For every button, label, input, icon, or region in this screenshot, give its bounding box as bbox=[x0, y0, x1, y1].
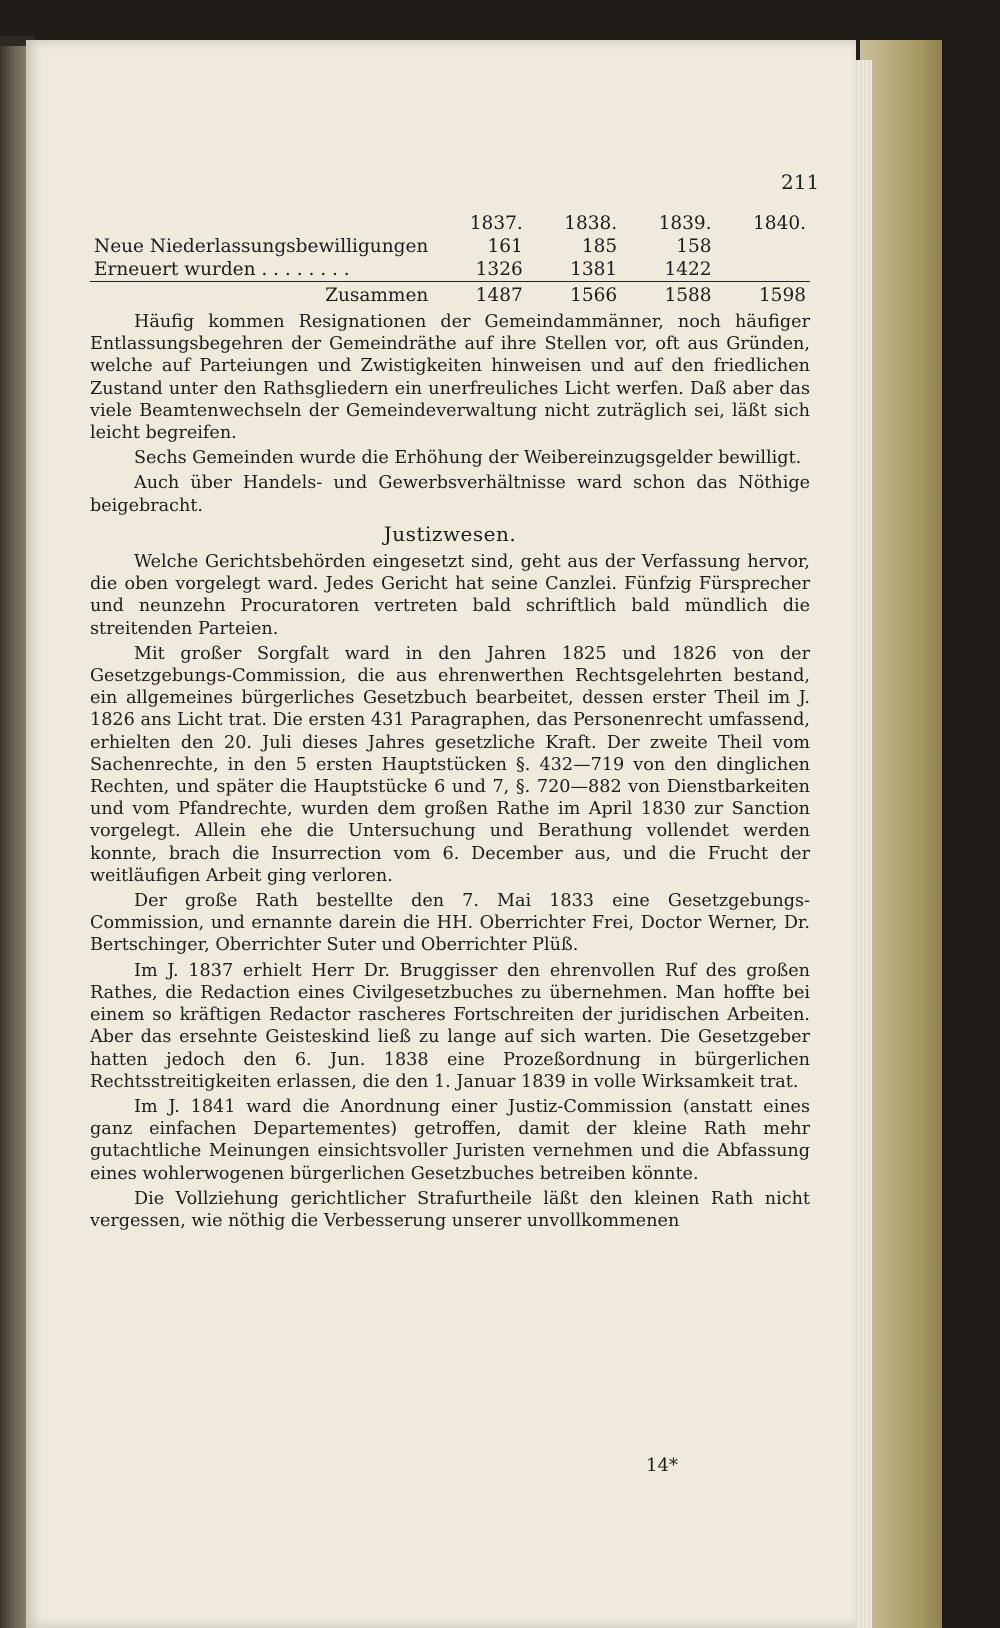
table-cell: 185 bbox=[581, 236, 618, 257]
table-cell bbox=[716, 258, 810, 282]
paragraph: Im J. 1837 erhielt Herr Dr. Bruggisser den ehrenvollen Ruf des großen Rathes, die Redaction eines Civilgesetzbuches zu übernehmen. Man hoffte bei einem so kräftigen Redactor rascheres Fortschreiten der juridischen Arbeiten. Aber das ersehnte Geisteskind ließ zu lange auf sich warten. Die Gesetzgeber hatten jedoch den 6. Jun. 1838 eine Prozeßordnung in bürgerlichen Rechtsstreitigkeiten erlassen, die den 1. Januar 1839 in volle Wirksamkeit trat. bbox=[90, 960, 810, 1092]
table-cell: 1422 bbox=[664, 259, 712, 280]
section-heading: Justizwesen. bbox=[383, 521, 517, 546]
book-cover-edge bbox=[860, 40, 942, 1628]
table-cell: 158 bbox=[676, 236, 712, 257]
paragraph: Häufig kommen Resignationen der Gemeindammänner, noch häufiger Entlassungsbegehren der Gemeindräthe auf ihre Stellen vor, oft aus Gründen, welche auf Parteiungen und Zwistigkeiten hinweisen und auf den friedlichen Zustand unter den Rathsgliedern ein unerfreuliches Licht werfen. Daß aber das viele Beamtenwechseln der Gemeindeverwaltung nicht zuträglich sei, läßt sich leicht begreifen. bbox=[90, 312, 810, 444]
table-cell: 161 bbox=[487, 236, 523, 257]
paragraph: Auch über Handels- und Gewerbsverhältnisse ward schon das Nöthige beigebracht. bbox=[90, 473, 810, 516]
table-total-row bbox=[90, 282, 810, 308]
statistics-table bbox=[90, 212, 810, 307]
table-row bbox=[90, 258, 810, 282]
total-label: Zusammen bbox=[90, 282, 432, 308]
table-cell: 1381 bbox=[570, 259, 618, 280]
table-corner bbox=[90, 212, 432, 235]
table-cell: 1326 bbox=[475, 259, 523, 280]
total-cell: 1566 bbox=[527, 282, 621, 308]
year-header: 1840. bbox=[753, 213, 806, 234]
year-header: 1839. bbox=[658, 213, 712, 234]
total-cell: 1487 bbox=[432, 282, 526, 308]
year-header: 1838. bbox=[564, 213, 618, 234]
paragraph: Sechs Gemeinden wurde die Erhöhung der Weibereinzugsgelder bewilligt. bbox=[134, 448, 802, 469]
paragraph: Die Vollziehung gerichtlicher Strafurtheile läßt den kleinen Rath nicht vergessen, wie nöthig die Verbesserung unserer unvollkommenen bbox=[90, 1188, 810, 1231]
paragraph: Im J. 1841 ward die Anordnung einer Justiz-Commission (anstatt eines ganz einfachen Departementes) getroffen, damit der kleine Rath mehr gutachtliche Meinungen einsichtsvoller Juristen vernehmen und die Abfassung eines wohlerwogenen bürgerlichen Gesetzbuches betreiben könnte. bbox=[90, 1096, 810, 1184]
row-label: Erneuert wurden . . . . . . . . bbox=[94, 259, 350, 280]
row-label: Neue Niederlassungsbewilligungen bbox=[94, 236, 429, 257]
table-header-row bbox=[90, 212, 810, 235]
table-row bbox=[90, 235, 810, 258]
signature-mark: 14* bbox=[646, 1455, 678, 1476]
facing-page-edge bbox=[0, 40, 28, 1628]
year-header: 1837. bbox=[469, 213, 523, 234]
paragraph: Mit großer Sorgfalt ward in den Jahren 1825 und 1826 von der Gesetzgebungs-Commission, die aus ehrenwerthen Rechtsgelehrten bestand, ein allgemeines bürgerliches Gesetzbuch bearbeitet, dessen erster Theil im J. 1826 ans Licht trat. Die ersten 431 Paragraphen, das Personenrecht umfassend, erhielten den 20. Juli dieses Jahres gesetzliche Kraft. Der zweite Theil vom Sachenrechte, in den 5 ersten Hauptstücken §. 432—719 von den dinglichen Rechten, und später die Hauptstücke 6 und 7, §. 720—882 von Dienstbarkeiten und vom Pfandrechte, wurden dem großen Rathe im April 1830 zur Sanction vorgelegt. Allein ehe die Untersuchung und Berathung vollendet werden konnte, brach die Insurrection vom 6. December aus, und die Frucht der weitläufigen Arbeit ging verloren. bbox=[90, 643, 810, 886]
page-content bbox=[90, 212, 810, 1235]
total-cell: 1598 bbox=[716, 282, 810, 308]
page-number: 211 bbox=[781, 170, 820, 194]
table-cell bbox=[716, 235, 810, 258]
page bbox=[26, 40, 856, 1628]
total-cell: 1588 bbox=[621, 282, 715, 308]
paragraph: Der große Rath bestellte den 7. Mai 1833 eine Gesetzgebungs-Commission, und ernannte darein die HH. Oberrichter Frei, Doctor Werner, Dr. Bertschinger, Oberrichter Suter und Oberrichter Plüß. bbox=[90, 891, 810, 956]
paragraph: Welche Gerichtsbehörden eingesetzt sind, geht aus der Verfassung hervor, die oben vorgelegt ward. Jedes Gericht hat seine Canzlei. Fünfzig Fürsprecher und neunzehn Procuratoren vertreten bald schriftlich bald mündlich die streitenden Parteien. bbox=[90, 552, 810, 639]
